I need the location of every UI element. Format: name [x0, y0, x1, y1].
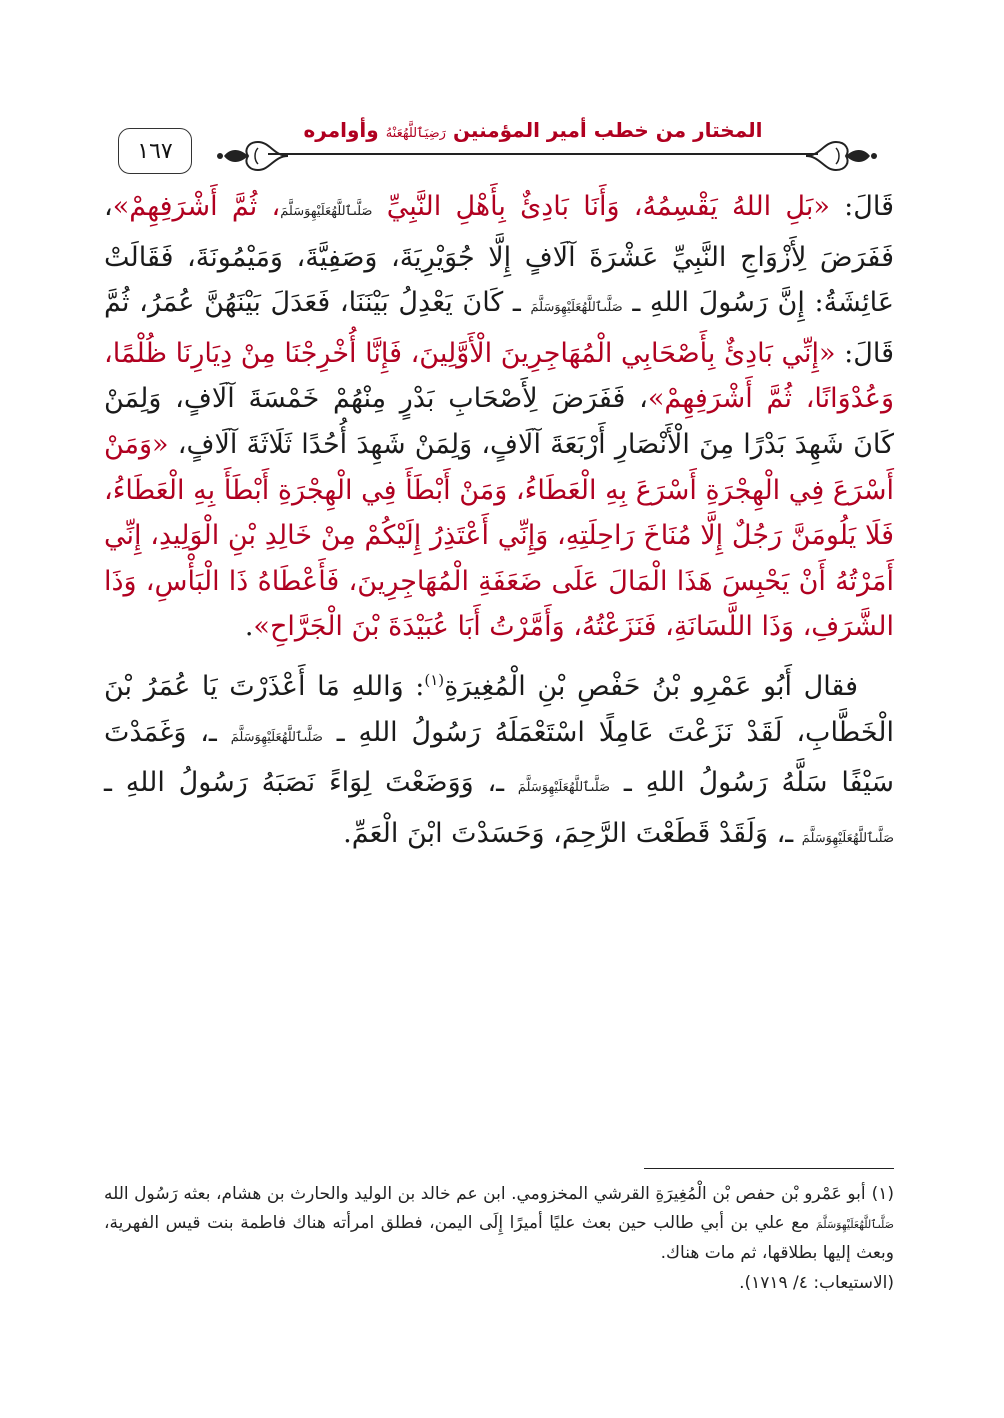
text-segment: . — [244, 611, 254, 643]
footnote-text: مع علي بن أبي طالب حين بعث عليًا أميرًا إِلَى اليمن، فطلق امرأته هناك فاطمة بنت قيس الفهرية، وبعث إليها بطلاقها، ثم مات هناك. — [104, 1213, 894, 1264]
text-segment: ، فَفَرَضَ لِأَصْحَابِ بَدْرٍ مِنْهُمْ خَمْسَةَ آلَافٍ، وَلِمَنْ كَانَ شَهِدَ بَدْرًا مِنَ الْأَنْصَارِ أَرْبَعَةَ آلَافٍ، وَلِمَنْ شَهِدَ أُحُدًا ثَلَاثَةَ آلَافٍ، — [104, 383, 894, 460]
text-segment: ، فَفَرَضَ لِأَزْوَاجِ النَّبِيِّ عَشْرَةَ آلَافٍ إِلَّا جُوَيْرِيَةَ، وَصَفِيَّةَ، وَمَيْمُونَةَ، فَقَالَتْ عَائِشَةُ: إِنَّ رَسُولَ اللهِ ـ — [104, 191, 894, 319]
page-number-text: ١٦٧ — [137, 138, 173, 164]
salutation-glyph: صَلَّىٱللَّهُعَلَيْهِوَسَلَّمَ — [517, 780, 611, 796]
footnote-reference[interactable]: (١) — [424, 670, 445, 689]
quote-segment: «بَلِ اللهُ يَقْسِمُهُ، وَأَنَا بَادِئٌ بِأَهْلِ النَّبِيِّ — [386, 191, 830, 222]
header-honorific: رَضِيَٱللَّهُعَنْهُ — [385, 126, 446, 141]
text-segment: ـ، وَلَقَدْ قَطَعْتَ الرَّحِمَ، وَحَسَدْتَ ابْنَ الْعَمِّ. — [343, 817, 794, 849]
footnote-citation: (الاستيعاب: ٤/ ١٧١٩). — [739, 1272, 894, 1293]
paragraph-1 — [104, 184, 894, 650]
header-title-text: المختار من خطب أمير المؤمنين — [452, 118, 763, 142]
quote-segment: «إِنِّي بَادِئٌ بِأَصْحَابِي الْمُهَاجِرِينَ الْأَوَّلِينَ، فَإِنَّا أُخْرِجْنَا مِنْ دِيَارِنَا ظُلْمًا، وَعُدْوَانًا، ثُمَّ أَشْرَفِهِمْ» — [104, 337, 895, 415]
salutation-glyph: صَلَّىٱللَّهُعَلَيْهِوَسَلَّمَ — [230, 729, 323, 745]
text-segment: فقال أَبُو عَمْرِو بْنُ حَفْصِ بْنِ الْمُغِيرَةِ — [444, 670, 858, 702]
salutation-glyph: صَلَّىٱللَّهُعَلَيْهِوَسَلَّمَ — [815, 1218, 894, 1232]
paragraph-2 — [104, 664, 894, 861]
footnote-number: (١) — [871, 1184, 894, 1204]
text-segment: قَالَ: — [829, 191, 894, 222]
main-text — [104, 184, 894, 861]
page-number — [118, 128, 192, 174]
text-segment: : وَاللهِ مَا أَعْذَرْتَ يَا عُمَرُ بْنَ الْخَطَّابِ، لَقَدْ نَزَعْتَ عَامِلًا اسْتَعْمَلَهُ رَسُولُ اللهِ ـ — [104, 670, 894, 748]
quote-segment: «وَمَنْ أَسْرَعَ فِي الْهِجْرَةِ أَسْرَعَ بِهِ الْعَطَاءُ، وَمَنْ أَبْطَأَ فِي الْهِجْرَةِ أَبْطَأَ بِهِ الْعَطَاءُ، فَلَا يَلُومَنَّ رَجُلٌ إِلَّا مُنَاخَ رَاحِلَتِهِ، وَإِنِّي أَعْتَذِرُ إِلَيْكُمْ مِنْ خَالِدِ بْنِ الْوَلِيدِ، إِنِّي أَمَرْتُهُ أَنْ يَحْبِسَ هَذَا الْمَالَ عَلَى ضَعَفَةِ الْمُهَاجِرِينَ، فَأَعْطَاهُ ذَا الْبَأْسِ، وَذَا الشَّرَفِ، وَذَا اللَّسَانَةِ، فَنَزَعْتُهُ، وَأَمَّرْتُ أَبَا عُبَيْدَةَ بْنَ الْجَرَّاحِ» — [104, 428, 894, 643]
quote-segment: ، ثُمَّ أَشْرَفِهِمْ» — [112, 191, 281, 222]
right-ornament-icon — [804, 134, 880, 178]
footnote-1 — [104, 1180, 894, 1298]
header-rule — [268, 148, 818, 168]
running-header-title — [298, 118, 768, 142]
salutation-glyph: صَلَّىٱللَّهُعَلَيْهِوَسَلَّمَ — [280, 204, 373, 219]
text-segment: ـ كَانَ يَعْدِلُ بَيْنَنَا، فَعَدَلَ بَيْنَهُنَّ عُمَرُ، ثُمَّ قَالَ: — [104, 287, 894, 369]
salutation-glyph: صَلَّىٱللَّهُعَلَيْهِوَسَلَّمَ — [801, 830, 894, 846]
salutation-glyph: صَلَّىٱللَّهُعَلَيْهِوَسَلَّمَ — [530, 300, 623, 316]
footnote-separator — [644, 1168, 894, 1169]
header-title-suffix: وأوامره — [303, 118, 379, 142]
footnote-text: أبو عَمْرو بْن حفص بْن الْمُغِيرَةِ القرشي المخزومي. ابن عم خالد بن الوليد والحارث بن هشام، بعثه رَسُول الله — [104, 1184, 866, 1204]
page-header — [118, 108, 898, 188]
text-segment: ـ، وَغَمَدْتَ سَيْفًا سَلَّهُ رَسُولُ اللهِ ـ — [104, 716, 894, 799]
text-segment: ـ، وَوَضَعْتَ لِوَاءً نَصَبَهُ رَسُولُ اللهِ ـ — [104, 767, 505, 799]
